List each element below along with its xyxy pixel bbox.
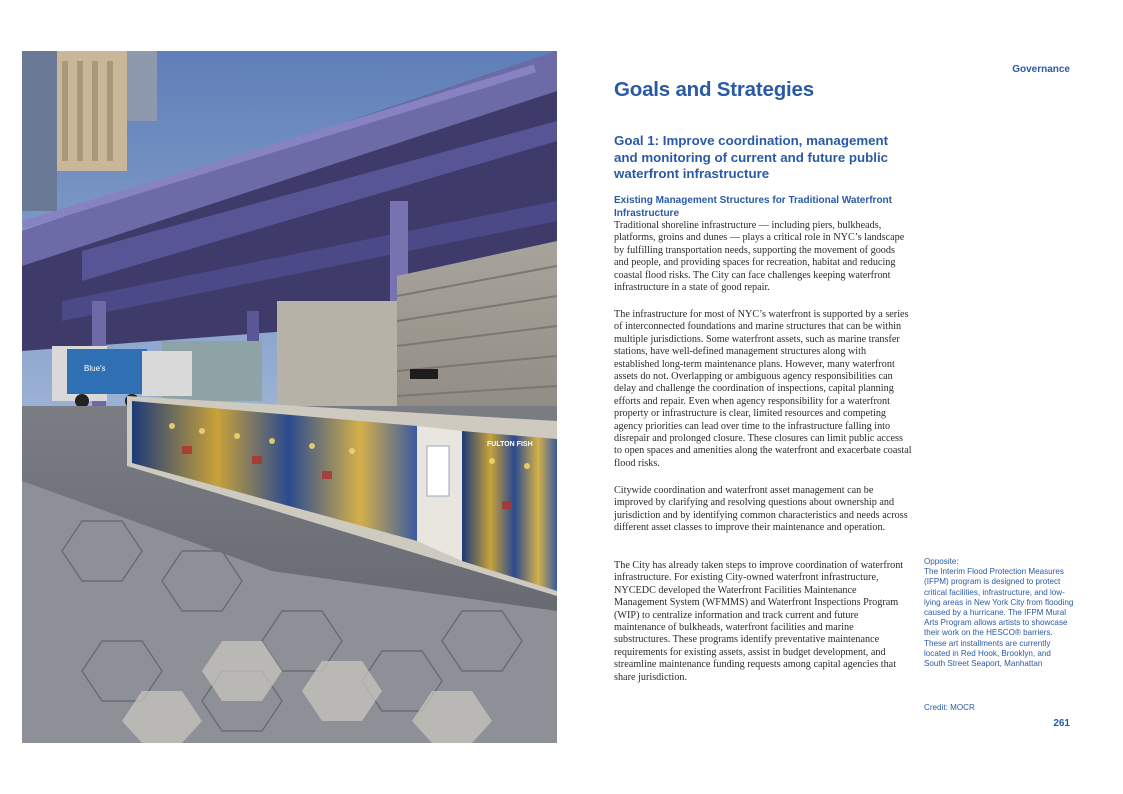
waterfront-mural-photo <box>22 51 557 743</box>
page-number: 261 <box>1053 718 1070 729</box>
section-tag: Governance <box>1012 64 1070 75</box>
goal-heading: Goal 1: Improve coordination, management and monitoring of current and future public waterfront infrastructure <box>614 133 889 181</box>
photo-credit: Credit: MOCR <box>924 703 975 712</box>
subheading: Existing Management Structures for Traditional Waterfront Infrastructure <box>614 195 892 219</box>
caption-label: Opposite: <box>924 557 959 566</box>
mural-banner-lettering: FULTON FISH <box>487 441 533 448</box>
photo-caption <box>924 557 1074 669</box>
body-paragraph-2: The infrastructure for most of NYC’s waterfront is supported by a series of interconnected foundations and marine structures that can be within multiple jurisdictions. Some waterfront assets, such as marine transfer stations, have well-defined management structures along with established long-term maintenance plans. However, many waterfront assets do not. Overlapping or ambiguous agency responsibilities can delay and challenge the coordination of inspections, capital planning efforts and repair. Even when agency responsibility for a waterfront property or infrastructure is clear, limited resources and competing agency priorities can lead over time to the infrastructure falling into disrepair and prolonged closure. These closures can limit public access to open spaces and amenities along the waterfront and exacerbate coastal flood risks. <box>614 309 912 469</box>
caption-text: The Interim Flood Protection Measures (IFPM) program is designed to protect critical facilities, infrastructure, and low-lying areas in New York City from flooding caused by a hurricane. The IFPM Mural Arts Program allows artists to showcase their work on the HESCO® barriers. These art installments are currently located in Red Hook, Brooklyn, and South Street Seaport, Manhattan <box>924 567 1074 669</box>
truck-lettering: Blue's <box>84 364 106 373</box>
page-title: Goals and Strategies <box>614 78 814 101</box>
body-paragraph-1: Traditional shoreline infrastructure — including piers, bulkheads, platforms, groins and dunes — plays a critical role in NYC’s landscape by fulfilling transportation needs, supporting the movement of goods and people, and providing spaces for recreation, habitat and reducing coastal flood risks. The City can face challenges keeping waterfront infrastructure in a state of good repair. <box>614 220 905 294</box>
body-paragraph-4: The City has already taken steps to improve coordination of waterfront infrastructure. For existing City-owned waterfront infrastructure, NYCEDC developed the Waterfront Facilities Maintenance Management System (WFMMS) and Waterfront Inspections Program (WIP) to centralize information and track current and future maintenance of bulkheads, waterfront facilities and marine substructures. These programs identify preventative maintenance requirements for existing assets, assist in budget development, and streamline maintenance funding requests among capital agencies that share jurisdiction. <box>614 560 904 683</box>
body-paragraph-3: Citywide coordination and waterfront asset management can be improved by clarifying and resolving questions about ownership and jurisdiction and by identifying common characteristics and needs across different asset classes to improve their maintenance and operation. <box>614 485 908 534</box>
